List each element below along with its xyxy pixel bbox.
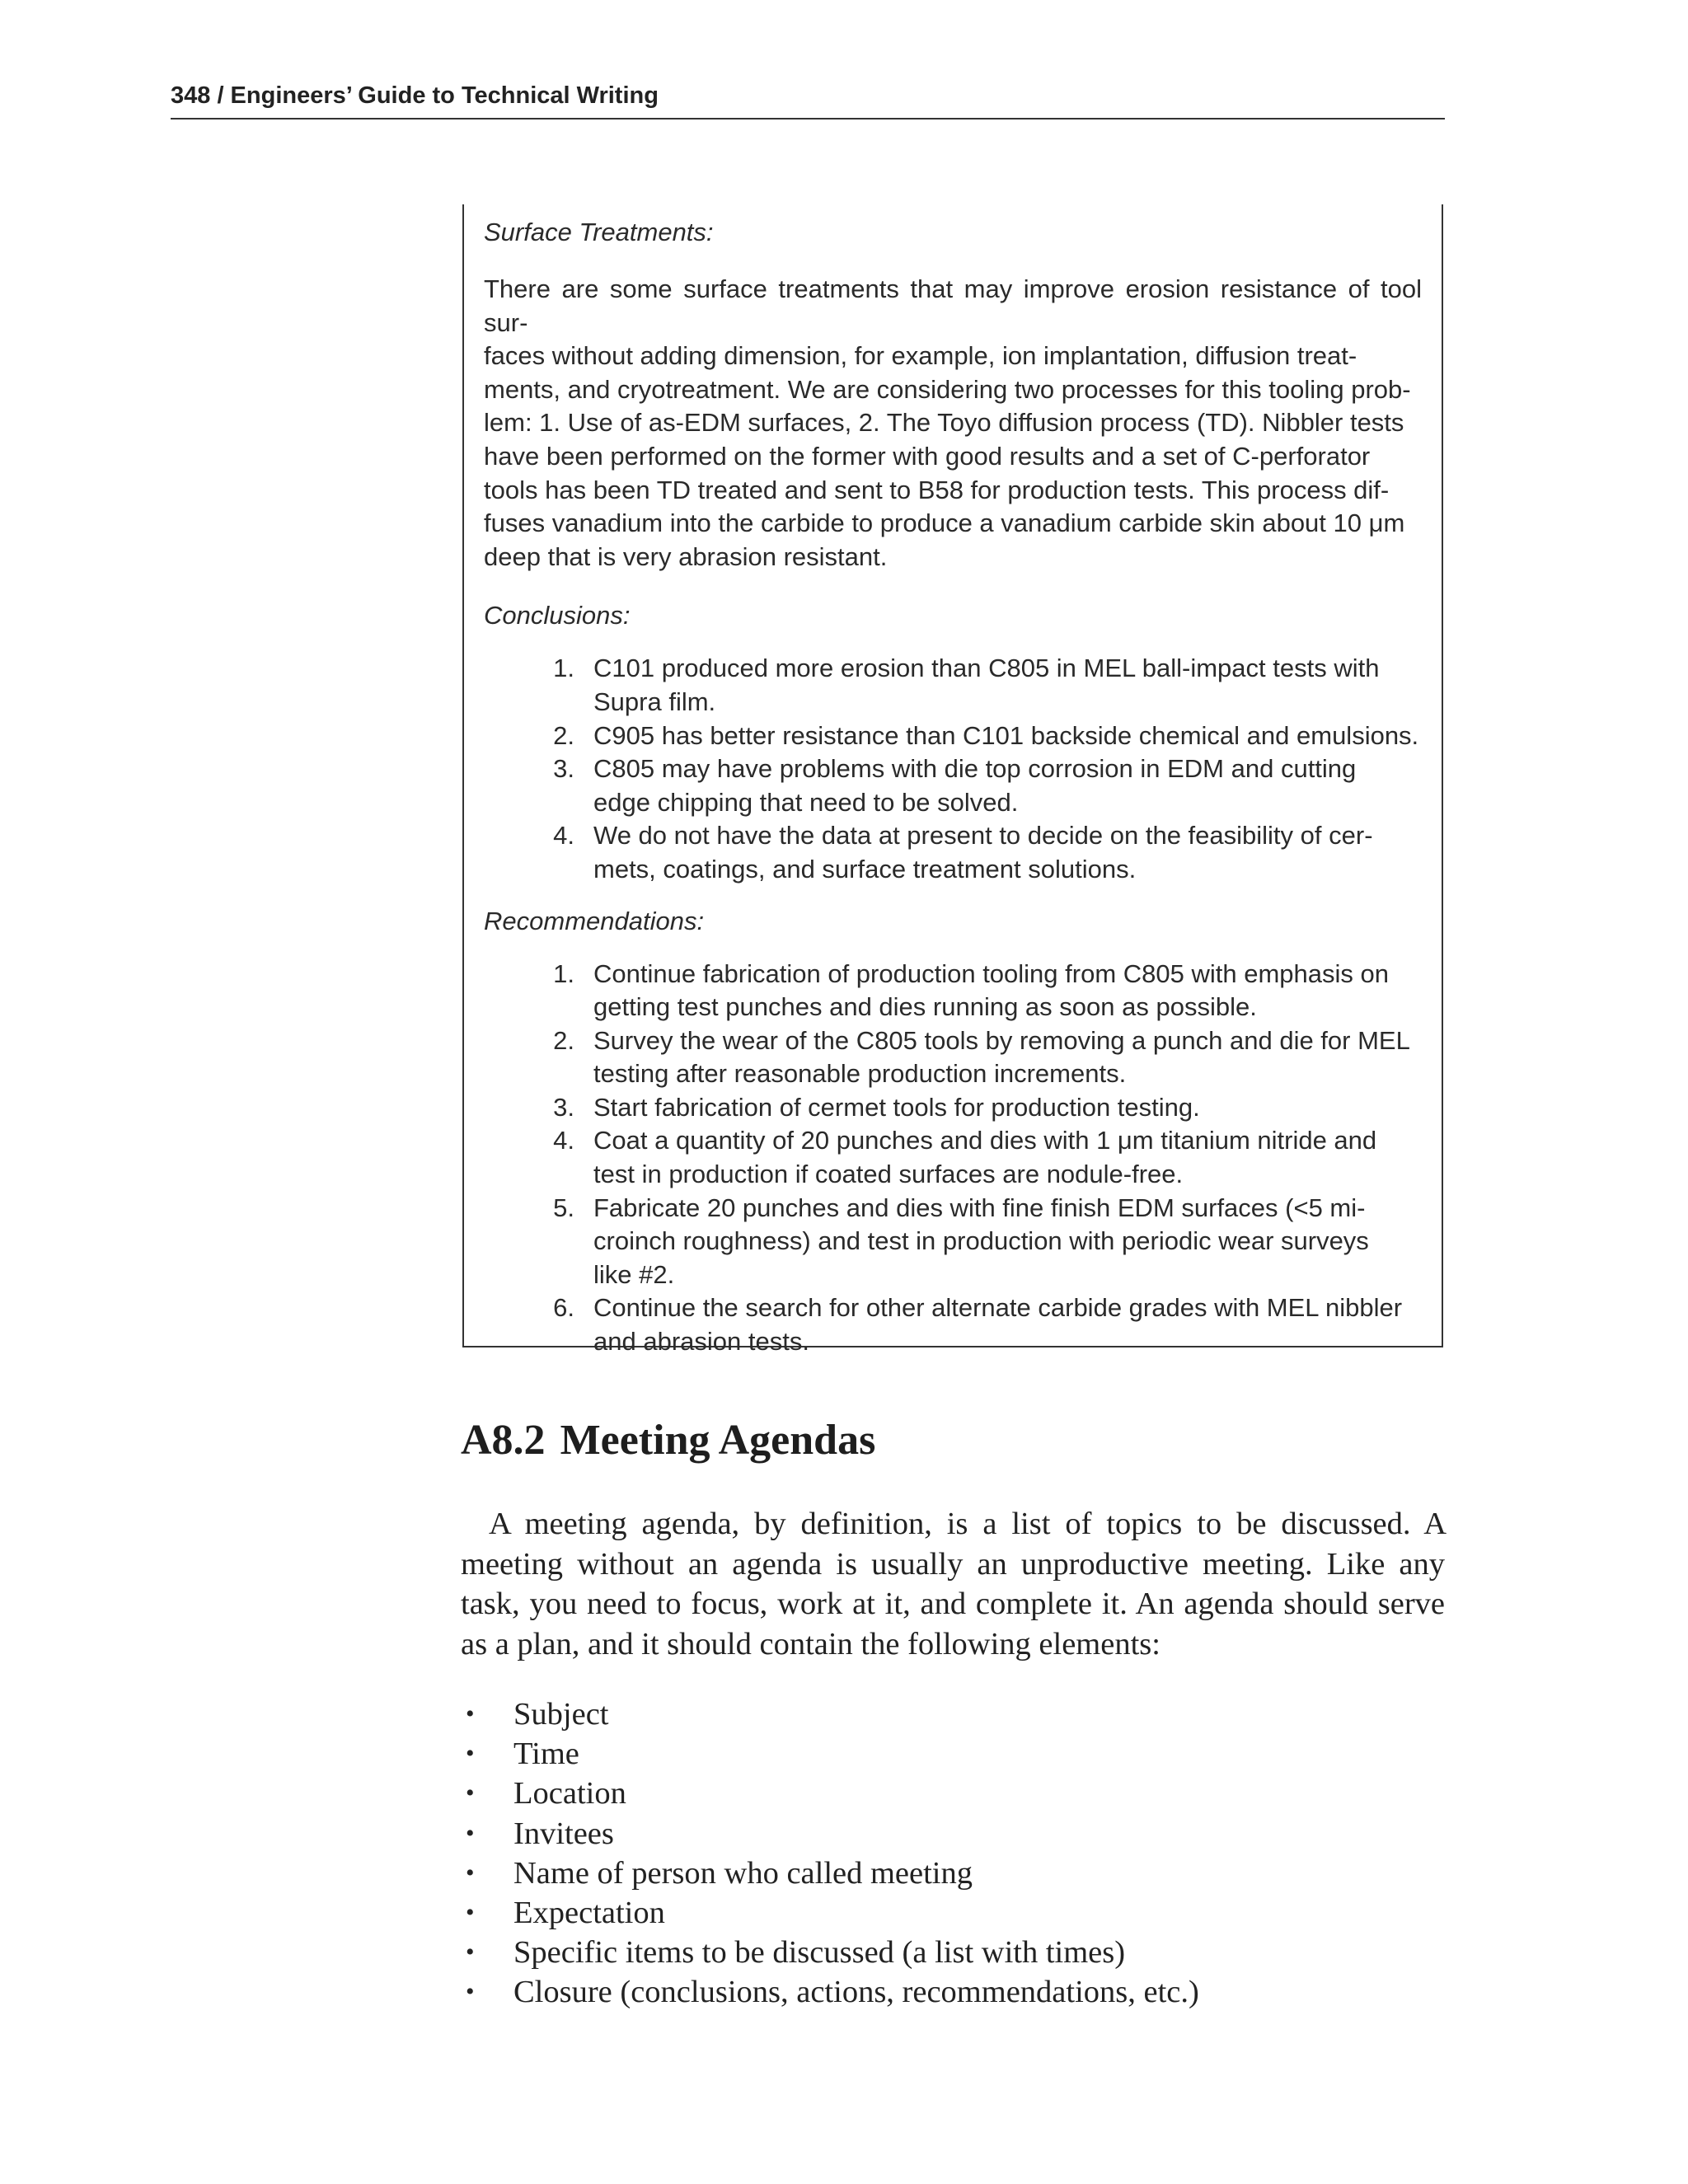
item-number: 4. — [553, 1126, 574, 1155]
item-number: 3. — [553, 1092, 574, 1122]
list-item — [461, 1734, 1445, 1774]
list-item — [461, 1933, 1445, 1972]
conclusion-item — [484, 752, 1422, 819]
running-head-text: 348 / Engineers’ Guide to Technical Writing — [171, 82, 659, 109]
item-line: C905 has better resistance than C101 backside chemical and emulsions. — [593, 720, 1419, 750]
item-number: 1. — [553, 654, 574, 683]
section-heading — [461, 1416, 875, 1465]
bullet-icon: • — [466, 1858, 475, 1886]
surface-treatments-paragraph — [484, 273, 1422, 574]
paragraph-line: ments, and cryotreatment. We are considering two processes for this tooling prob- — [484, 374, 1411, 404]
list-item-text: Name of person who called meeting — [513, 1855, 973, 1891]
list-item — [461, 1972, 1445, 2012]
list-item-text: Specific items to be discussed (a list with times) — [513, 1935, 1126, 1971]
item-number: 6. — [553, 1293, 574, 1323]
item-number: 5. — [553, 1193, 574, 1222]
paragraph-line: tools has been TD treated and sent to B58 for production tests. This process dif- — [484, 475, 1390, 504]
item-number: 1. — [553, 958, 574, 988]
bullet-icon: • — [466, 1899, 475, 1927]
list-item — [461, 1814, 1445, 1854]
paragraph-line: task, you need to focus, work at it, and complete it. An agenda should serve — [461, 1586, 1445, 1621]
running-head — [171, 82, 1445, 120]
item-number: 2. — [553, 720, 574, 750]
item-line: edge chipping that need to be solved. — [593, 787, 1019, 817]
report-excerpt-content — [484, 216, 1422, 1359]
paragraph-line: as a plan, and it should contain the following elements: — [461, 1626, 1160, 1661]
list-item — [461, 1854, 1445, 1893]
recommendation-item — [484, 958, 1422, 1024]
surface-treatments-heading: Surface Treatments: — [484, 218, 714, 246]
paragraph-line: fuses vanadium into the carbide to produce a vanadium carbide skin about 10 μm — [484, 509, 1405, 538]
conclusions-heading: Conclusions: — [484, 601, 631, 630]
item-line: test in production if coated surfaces are nodule-free. — [593, 1160, 1184, 1189]
item-line: and abrasion tests. — [593, 1327, 809, 1357]
bullet-icon: • — [466, 1700, 475, 1727]
paragraph-line: deep that is very abrasion resistant. — [484, 541, 888, 571]
paragraph-line: lem: 1. Use of as-EDM surfaces, 2. The Toyo diffusion process (TD). Nibbler tests — [484, 408, 1404, 438]
bullet-icon: • — [466, 1978, 475, 2006]
conclusion-item — [484, 819, 1422, 886]
recommendation-item — [484, 1291, 1422, 1358]
item-line: mets, coatings, and surface treatment solutions. — [593, 854, 1137, 883]
item-line: Supra film. — [593, 687, 716, 716]
list-item-text: Expectation — [513, 1896, 665, 1931]
item-line: C805 may have problems with die top corrosion in EDM and cutting — [593, 754, 1357, 784]
bullet-icon: • — [466, 1779, 475, 1807]
paragraph-line: faces without adding dimension, for example, ion implantation, diffusion treat- — [484, 341, 1357, 371]
recommendation-item — [484, 1192, 1422, 1292]
item-number: 2. — [553, 1025, 574, 1055]
recommendation-item — [484, 1024, 1422, 1091]
item-line: We do not have the data at present to decide on the feasibility of cer- — [593, 821, 1373, 851]
paragraph-line: meeting without an agenda is usually an unproductive meeting. Like any — [461, 1546, 1445, 1582]
list-item-text: Closure (conclusions, actions, recommendations, etc.) — [513, 1975, 1199, 2010]
section-title: Meeting Agendas — [560, 1417, 876, 1464]
recommendation-item — [484, 1091, 1422, 1125]
item-line: Continue the search for other alternate carbide grades with MEL nibbler — [593, 1293, 1403, 1323]
list-item — [461, 1893, 1445, 1933]
bullet-icon: • — [466, 1819, 475, 1847]
intro-paragraph — [461, 1504, 1445, 1664]
list-item-text: Location — [513, 1776, 626, 1811]
recommendation-item — [484, 1124, 1422, 1191]
section-number: A8.2 — [461, 1417, 546, 1464]
list-item — [461, 1694, 1445, 1734]
conclusions-list — [484, 652, 1422, 886]
list-item — [461, 1774, 1445, 1813]
item-line: Survey the wear of the C805 tools by removing a punch and die for MEL — [593, 1025, 1410, 1055]
item-line: Coat a quantity of 20 punches and dies with 1 μm titanium nitride and — [593, 1126, 1377, 1155]
paragraph-line: A meeting agenda, by definition, is a list of topics to be discussed. A — [489, 1507, 1445, 1541]
item-number: 4. — [553, 821, 574, 851]
item-line: testing after reasonable production increments. — [593, 1059, 1127, 1089]
item-line: Start fabrication of cermet tools for production testing. — [593, 1092, 1200, 1122]
recommendations-list — [484, 958, 1422, 1359]
bullet-icon: • — [466, 1740, 475, 1768]
item-line: Continue fabrication of production tooling from C805 with emphasis on — [593, 958, 1389, 988]
item-line: getting test punches and dies running as soon as possible. — [593, 992, 1257, 1022]
paragraph-line: have been performed on the former with good results and a set of C-perforator — [484, 441, 1371, 471]
item-line: C101 produced more erosion than C805 in MEL ball-impact tests with — [593, 654, 1380, 683]
item-number: 3. — [553, 754, 574, 784]
list-item-text: Subject — [513, 1697, 609, 1732]
list-item-text: Time — [513, 1736, 579, 1772]
conclusion-item — [484, 719, 1422, 753]
paragraph-line: There are some surface treatments that may improve erosion resistance of tool sur- — [484, 274, 1422, 337]
recommendations-heading: Recommendations: — [484, 906, 705, 935]
bullet-icon: • — [466, 1938, 475, 1966]
conclusion-item — [484, 652, 1422, 719]
item-line: Fabricate 20 punches and dies with fine finish EDM surfaces (<5 mi- — [593, 1193, 1366, 1222]
list-item-text: Invitees — [513, 1816, 614, 1851]
item-line: croinch roughness) and test in production with periodic wear surveys — [593, 1226, 1369, 1256]
item-line: like #2. — [593, 1259, 675, 1289]
agenda-elements-list — [461, 1694, 1445, 2013]
report-excerpt-box — [462, 204, 1443, 1357]
